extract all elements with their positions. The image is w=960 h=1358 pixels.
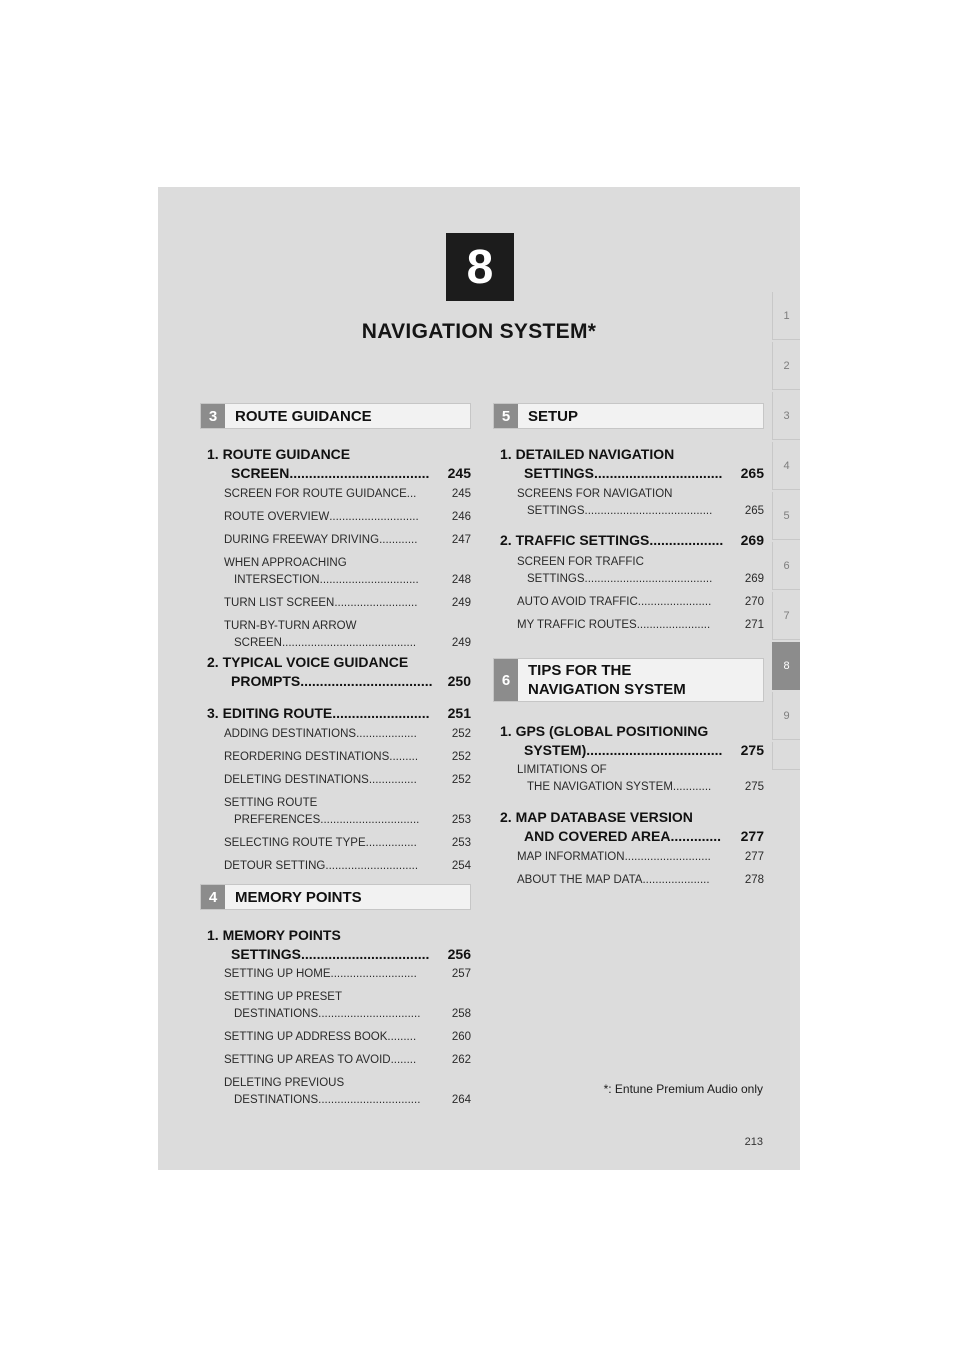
toc-subitem[interactable]: ADDING DESTINATIONS ................... 252 bbox=[224, 728, 471, 740]
sublist-detailed-navigation bbox=[517, 486, 764, 520]
toc-subitem[interactable]: MAP INFORMATION ........................... 277 bbox=[517, 851, 764, 863]
tab-9[interactable]: 9 bbox=[772, 692, 800, 740]
toc-entry-memory-points-settings[interactable]: 1. MEMORY POINTS SETTINGS ................................. 256 bbox=[207, 927, 471, 962]
tab-8[interactable]: 8 bbox=[772, 642, 800, 690]
section-header-route-guidance bbox=[200, 403, 471, 429]
toc-subitem[interactable]: MY TRAFFIC ROUTES ....................... 271 bbox=[517, 619, 764, 631]
toc-subitem[interactable]: SETTING UP HOME ........................... 257 bbox=[224, 968, 471, 980]
toc-subitem[interactable]: SETTING UP ADDRESS BOOK ......... 260 bbox=[224, 1031, 471, 1043]
section-header-tips: 6 TIPS FOR THE NAVIGATION SYSTEM bbox=[493, 658, 764, 702]
tab-5[interactable]: 5 bbox=[772, 492, 800, 540]
section-number: 3 bbox=[201, 404, 225, 428]
toc-entry-detailed-navigation-settings[interactable]: 1. DETAILED NAVIGATION SETTINGS ................................. 265 bbox=[500, 446, 764, 481]
toc-subitem[interactable]: TURN LIST SCREEN .......................... 249 bbox=[224, 597, 471, 609]
toc-subitem[interactable]: SETTING UP AREAS TO AVOID ........ 262 bbox=[224, 1054, 471, 1066]
section-header-setup: 5 SETUP bbox=[493, 403, 764, 429]
toc-subitem[interactable]: REORDERING DESTINATIONS ......... 252 bbox=[224, 751, 471, 763]
toc-subitem[interactable]: TURN-BY-TURN ARROW SCREEN .......................................... 249 bbox=[224, 620, 471, 649]
toc-subitem[interactable]: SELECTING ROUTE TYPE ................ 253 bbox=[224, 837, 471, 849]
entry-line2: SCREEN bbox=[231, 465, 290, 481]
tab-4[interactable]: 4 bbox=[772, 442, 800, 490]
toc-subitem[interactable]: SETTING UP PRESET DESTINATIONS ................................ 258 bbox=[224, 991, 471, 1020]
tab-7[interactable]: 7 bbox=[772, 592, 800, 640]
entry-line1: 1. ROUTE GUIDANCE bbox=[207, 446, 351, 462]
sublist-memory-points bbox=[224, 966, 471, 1109]
footnote: *: Entune Premium Audio only bbox=[603, 1082, 763, 1096]
toc-subitem[interactable]: DURING FREEWAY DRIVING ............ 247 bbox=[224, 534, 471, 546]
toc-entry-gps[interactable]: 1. GPS (GLOBAL POSITIONING SYSTEM) ................................... 275 bbox=[500, 723, 764, 758]
sublist-editing-route bbox=[224, 726, 471, 875]
section-header-memory-points: 4 MEMORY POINTS bbox=[200, 884, 471, 910]
tab-10[interactable] bbox=[772, 742, 800, 770]
tab-3[interactable]: 3 bbox=[772, 392, 800, 440]
tab-1[interactable]: 1 bbox=[772, 292, 800, 340]
toc-subitem[interactable]: DELETING DESTINATIONS ............... 252 bbox=[224, 774, 471, 786]
toc-subitem[interactable]: SETTING ROUTE PREFERENCES ............................... 253 bbox=[224, 797, 471, 826]
page-number: 213 bbox=[744, 1136, 763, 1148]
toc-subitem[interactable]: DELETING PREVIOUS DESTINATIONS ................................ 264 bbox=[224, 1077, 471, 1106]
toc-subitem[interactable]: SCREENS FOR NAVIGATION SETTINGS ........................................ 265 bbox=[517, 488, 764, 517]
leader-dots: .................................... bbox=[289, 465, 430, 481]
sublist-route-guidance bbox=[224, 486, 471, 652]
toc-subitem[interactable]: SCREEN FOR TRAFFIC SETTINGS ........................................ 269 bbox=[517, 556, 764, 585]
chapter-number: 8 bbox=[466, 240, 494, 294]
toc-subitem[interactable]: AUTO AVOID TRAFFIC ....................... 270 bbox=[517, 596, 764, 608]
chapter-tabs bbox=[772, 292, 800, 772]
toc-subitem[interactable]: DETOUR SETTING ............................. 254 bbox=[224, 860, 471, 872]
page-ref: 245 bbox=[447, 465, 471, 481]
toc-entry-map-database[interactable]: 2. MAP DATABASE VERSION AND COVERED AREA ............. 277 bbox=[500, 809, 764, 844]
toc-subitem[interactable]: SCREEN FOR ROUTE GUIDANCE ... 245 bbox=[224, 488, 471, 500]
chapter-number-box bbox=[446, 233, 514, 301]
sublist-map-database bbox=[517, 849, 764, 889]
toc-entry-traffic-settings[interactable]: 2. TRAFFIC SETTINGS ................... 269 bbox=[500, 532, 764, 548]
toc-entry-route-guidance-screen[interactable] bbox=[207, 445, 471, 483]
toc-subitem[interactable]: LIMITATIONS OF THE NAVIGATION SYSTEM ............ 275 bbox=[517, 764, 764, 793]
tab-6[interactable]: 6 bbox=[772, 542, 800, 590]
toc-entry-editing-route[interactable]: 3. EDITING ROUTE ......................... 251 bbox=[207, 705, 471, 721]
sublist-gps bbox=[517, 762, 764, 796]
toc-entry-voice-guidance[interactable]: 2. TYPICAL VOICE GUIDANCE PROMPTS .................................. 250 bbox=[207, 654, 471, 689]
toc-subitem[interactable]: WHEN APPROACHING INTERSECTION ............................... 248 bbox=[224, 557, 471, 586]
toc-subitem[interactable]: ABOUT THE MAP DATA ..................... 278 bbox=[517, 874, 764, 886]
section-label: ROUTE GUIDANCE bbox=[235, 407, 372, 425]
tab-2[interactable]: 2 bbox=[772, 342, 800, 390]
sublist-traffic-settings bbox=[517, 554, 764, 634]
chapter-title: NAVIGATION SYSTEM* bbox=[361, 320, 597, 343]
toc-subitem[interactable]: ROUTE OVERVIEW ............................ 246 bbox=[224, 511, 471, 523]
